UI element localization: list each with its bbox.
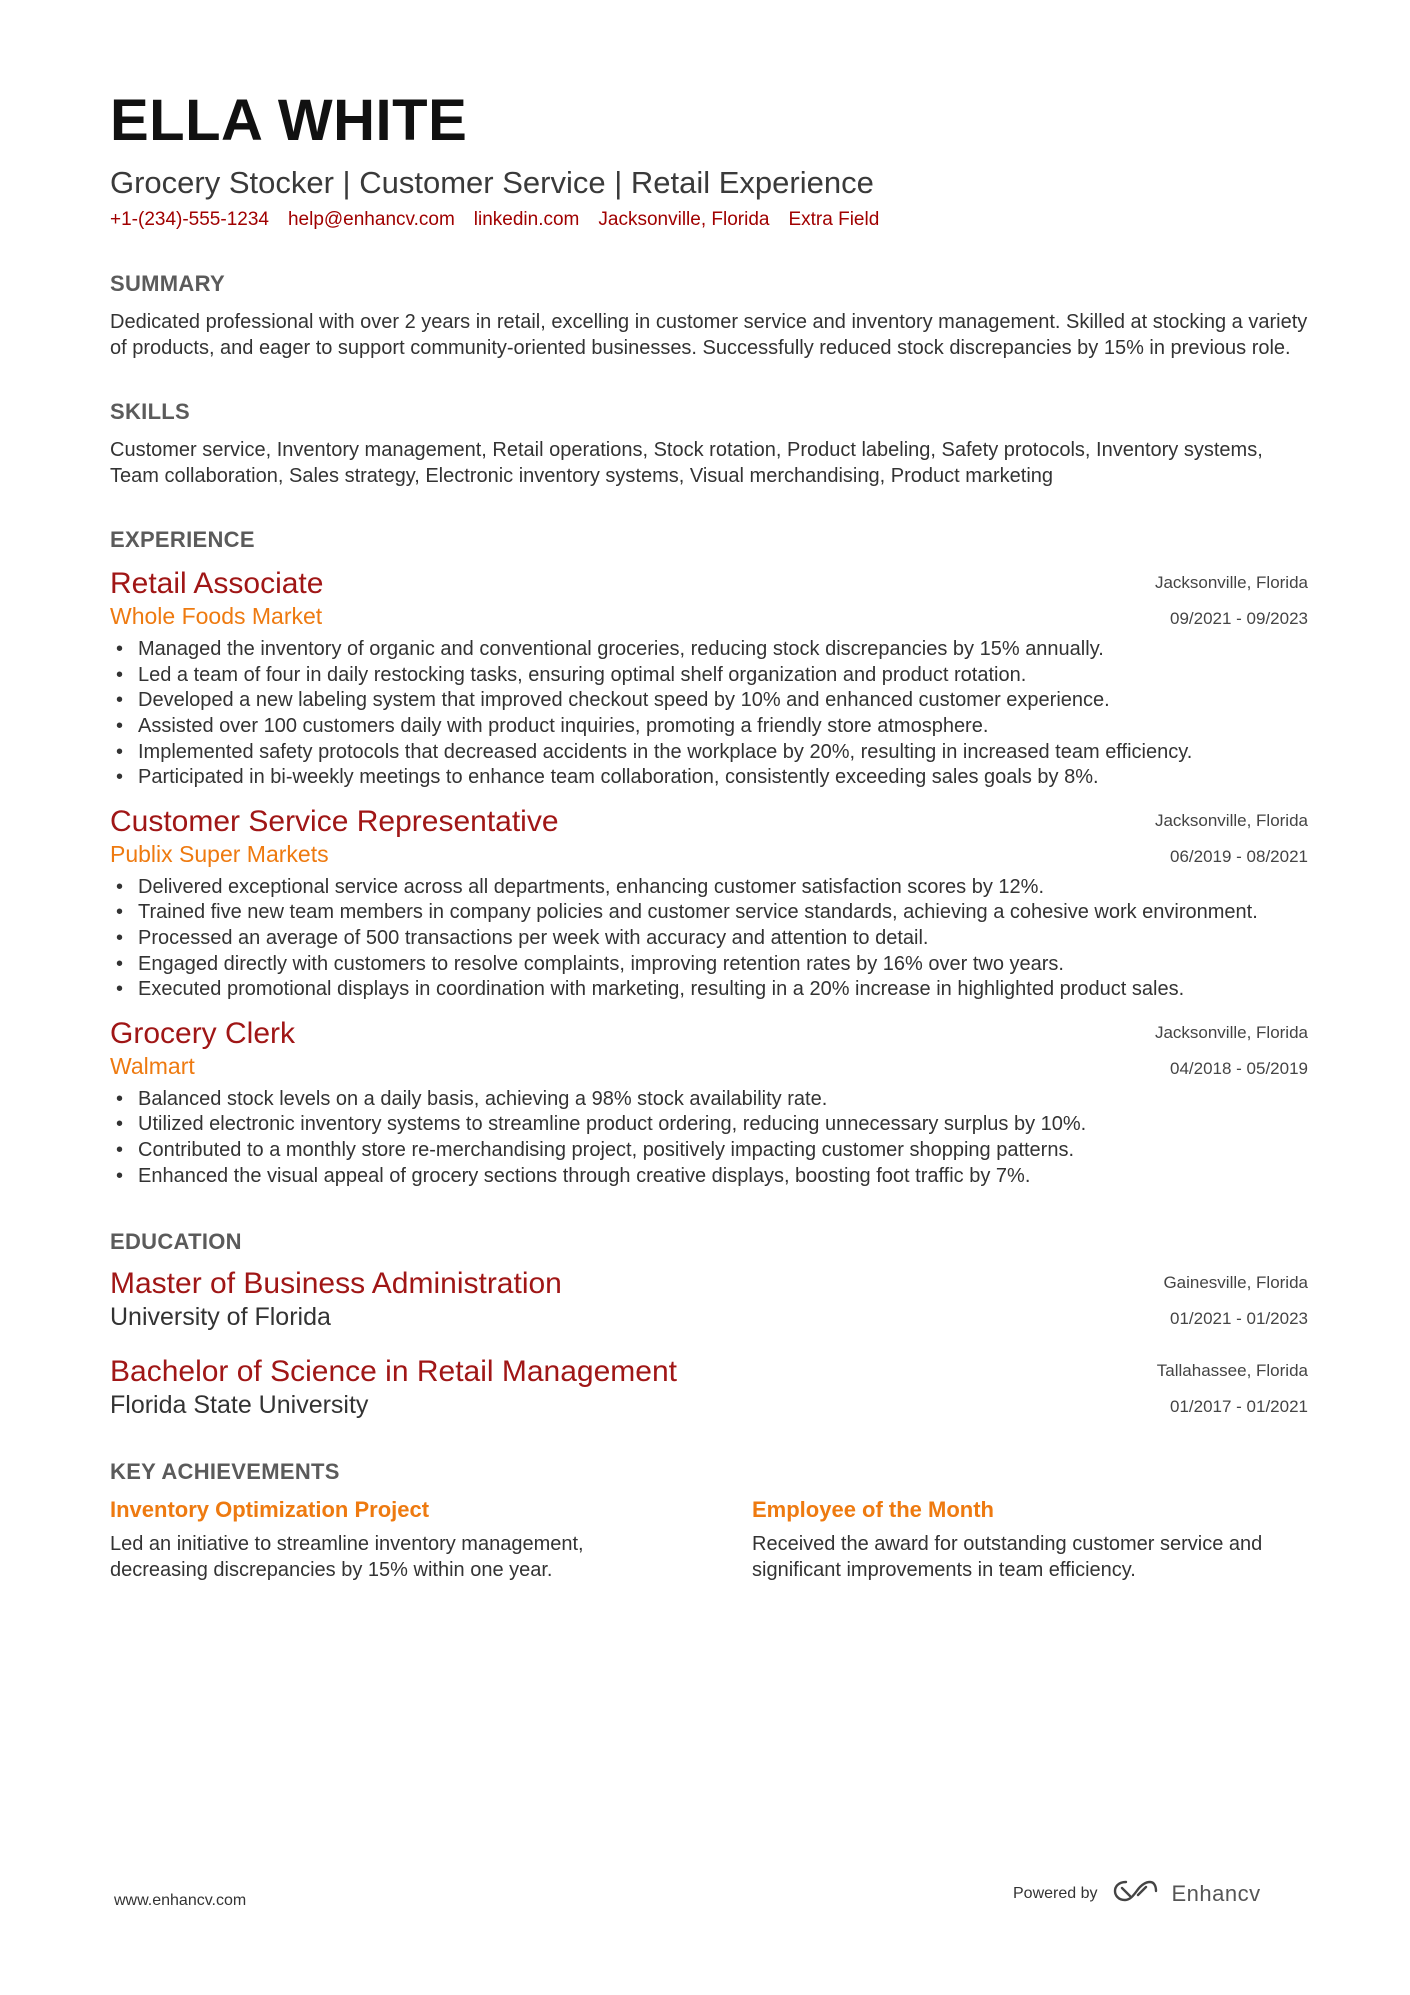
contact-list [110, 209, 1308, 231]
job-bullets [110, 1087, 1308, 1189]
list-item: • Led a team of four in daily restocking tasks, ensuring optimal shelf organization and product rotation. [110, 663, 1308, 689]
skills-text: Customer service, Inventory management, Retail operations, Stock rotation, Product labeling, Safety protocols, Inventory systems, Team collaboration, Sales strategy, Electronic inventory systems, Visual merchandising, Product marketing [110, 439, 1263, 488]
achievements-grid [110, 1497, 1308, 1583]
experience-section [110, 527, 1308, 1189]
headline: Grocery Stocker | Customer Service | Retail Experience [110, 165, 874, 200]
contact-linkedin[interactable]: linkedin.com [473, 209, 580, 231]
list-item: • Executed promotional displays in coordination with marketing, resulting in a 20% increase in highlighted product sales. [110, 977, 1308, 1003]
education-section [110, 1229, 1308, 1421]
list-item: • Assisted over 100 customers daily with product inquiries, promoting a friendly store atmosphere. [110, 714, 1308, 740]
job-title: Retail Associate [110, 567, 324, 601]
job-dates: 06/2019 - 08/2021 [1169, 846, 1308, 866]
experience-entry [110, 567, 1308, 791]
job-title: Grocery Clerk [110, 1016, 296, 1050]
job-dates: 09/2021 - 09/2023 [1169, 609, 1308, 629]
job-location: Jacksonville, Florida [1154, 573, 1308, 593]
school-name: Florida State University [110, 1391, 369, 1420]
contact-email[interactable]: help@enhancv.com [287, 209, 455, 231]
achievement-item [752, 1497, 1308, 1583]
summary-text: Dedicated professional with over 2 years in retail, excelling in customer service and inventory management. Skilled at stocking a variety of products, and eager to support community-oriented businesses. Successfully reduced stock discrepancies by 15% in previous role. [110, 311, 1308, 360]
achievement-desc: Received the award for outstanding customer service and significant improvements in team efficiency. [752, 1533, 1263, 1582]
list-item: • Managed the inventory of organic and conventional groceries, reducing stock discrepancies by 15% annually. [110, 637, 1308, 663]
list-item: • Developed a new labeling system that improved checkout speed by 10% and enhanced customer experience. [110, 688, 1308, 714]
education-entry [110, 1355, 1308, 1421]
list-item: • Balanced stock levels on a daily basis, achieving a 98% stock availability rate. [110, 1087, 1308, 1113]
school-location: Tallahassee, Florida [1156, 1361, 1308, 1381]
company-name: Whole Foods Market [110, 603, 323, 630]
achievement-item [110, 1497, 666, 1583]
job-location: Jacksonville, Florida [1154, 1022, 1308, 1042]
company-name: Walmart [110, 1052, 195, 1079]
resume-page [110, 88, 1308, 1583]
achievements-section [110, 1459, 1308, 1583]
degree-title: Bachelor of Science in Retail Management [110, 1355, 677, 1389]
contact-extra: Extra Field [788, 209, 880, 231]
education-entry [110, 1267, 1308, 1333]
school-name: University of Florida [110, 1303, 331, 1332]
achievement-desc: Led an initiative to streamline inventory management, decreasing discrepancies by 15% within one year. [110, 1533, 584, 1582]
section-title: SKILLS [110, 399, 191, 425]
job-title: Customer Service Representative [110, 804, 559, 838]
summary-section [110, 271, 1308, 361]
resume-header [110, 88, 1308, 231]
job-bullets [110, 637, 1308, 791]
job-location: Jacksonville, Florida [1154, 810, 1308, 830]
job-bullets [110, 875, 1308, 1003]
job-dates: 04/2018 - 05/2019 [1169, 1058, 1308, 1078]
company-name: Publix Super Markets [110, 840, 329, 867]
list-item: • Enhanced the visual appeal of grocery sections through creative displays, boosting foot traffic by 7%. [110, 1164, 1308, 1190]
footer-branding [1013, 1878, 1261, 1909]
contact-phone[interactable]: +1-(234)-555-1234 [110, 209, 269, 231]
list-item: • Trained five new team members in company policies and customer service standards, achieving a cohesive work environment. [110, 900, 1308, 926]
list-item: • Processed an average of 500 transactions per week with accuracy and attention to detail. [110, 926, 1308, 952]
school-location: Gainesville, Florida [1163, 1273, 1308, 1293]
experience-entry [110, 805, 1308, 1003]
achievement-title: Inventory Optimization Project [110, 1497, 430, 1523]
degree-title: Master of Business Administration [110, 1267, 562, 1301]
brand-name[interactable]: Enhancv [1171, 1880, 1261, 1906]
skills-section [110, 399, 1308, 489]
list-item: • Contributed to a monthly store re-merchandising project, positively impacting customer shopping patterns. [110, 1138, 1308, 1164]
list-item: • Engaged directly with customers to resolve complaints, improving retention rates by 16% over two years. [110, 952, 1308, 978]
section-title: KEY ACHIEVEMENTS [110, 1459, 340, 1485]
contact-location: Jacksonville, Florida [598, 209, 770, 231]
candidate-name: ELLA WHITE [110, 88, 468, 153]
footer-website[interactable]: www.enhancv.com [114, 1892, 247, 1909]
experience-entry [110, 1017, 1308, 1189]
school-dates: 01/2017 - 01/2021 [1169, 1397, 1308, 1417]
list-item: • Delivered exceptional service across all departments, enhancing customer satisfaction scores by 12%. [110, 875, 1308, 901]
section-title: SUMMARY [110, 271, 225, 297]
list-item: • Utilized electronic inventory systems to streamline product ordering, reducing unnecessary surplus by 10%. [110, 1112, 1308, 1138]
powered-by-label: Powered by [1013, 1884, 1098, 1902]
school-dates: 01/2021 - 01/2023 [1169, 1309, 1308, 1329]
list-item: • Implemented safety protocols that decreased accidents in the workplace by 20%, resulting in increased team efficiency. [110, 740, 1308, 766]
list-item: • Participated in bi-weekly meetings to enhance team collaboration, consistently exceeding sales goals by 8%. [110, 765, 1308, 791]
enhancv-logo-icon [1112, 1878, 1158, 1909]
achievement-title: Employee of the Month [752, 1497, 994, 1523]
section-title: EDUCATION [110, 1229, 242, 1255]
section-title: EXPERIENCE [110, 527, 255, 553]
